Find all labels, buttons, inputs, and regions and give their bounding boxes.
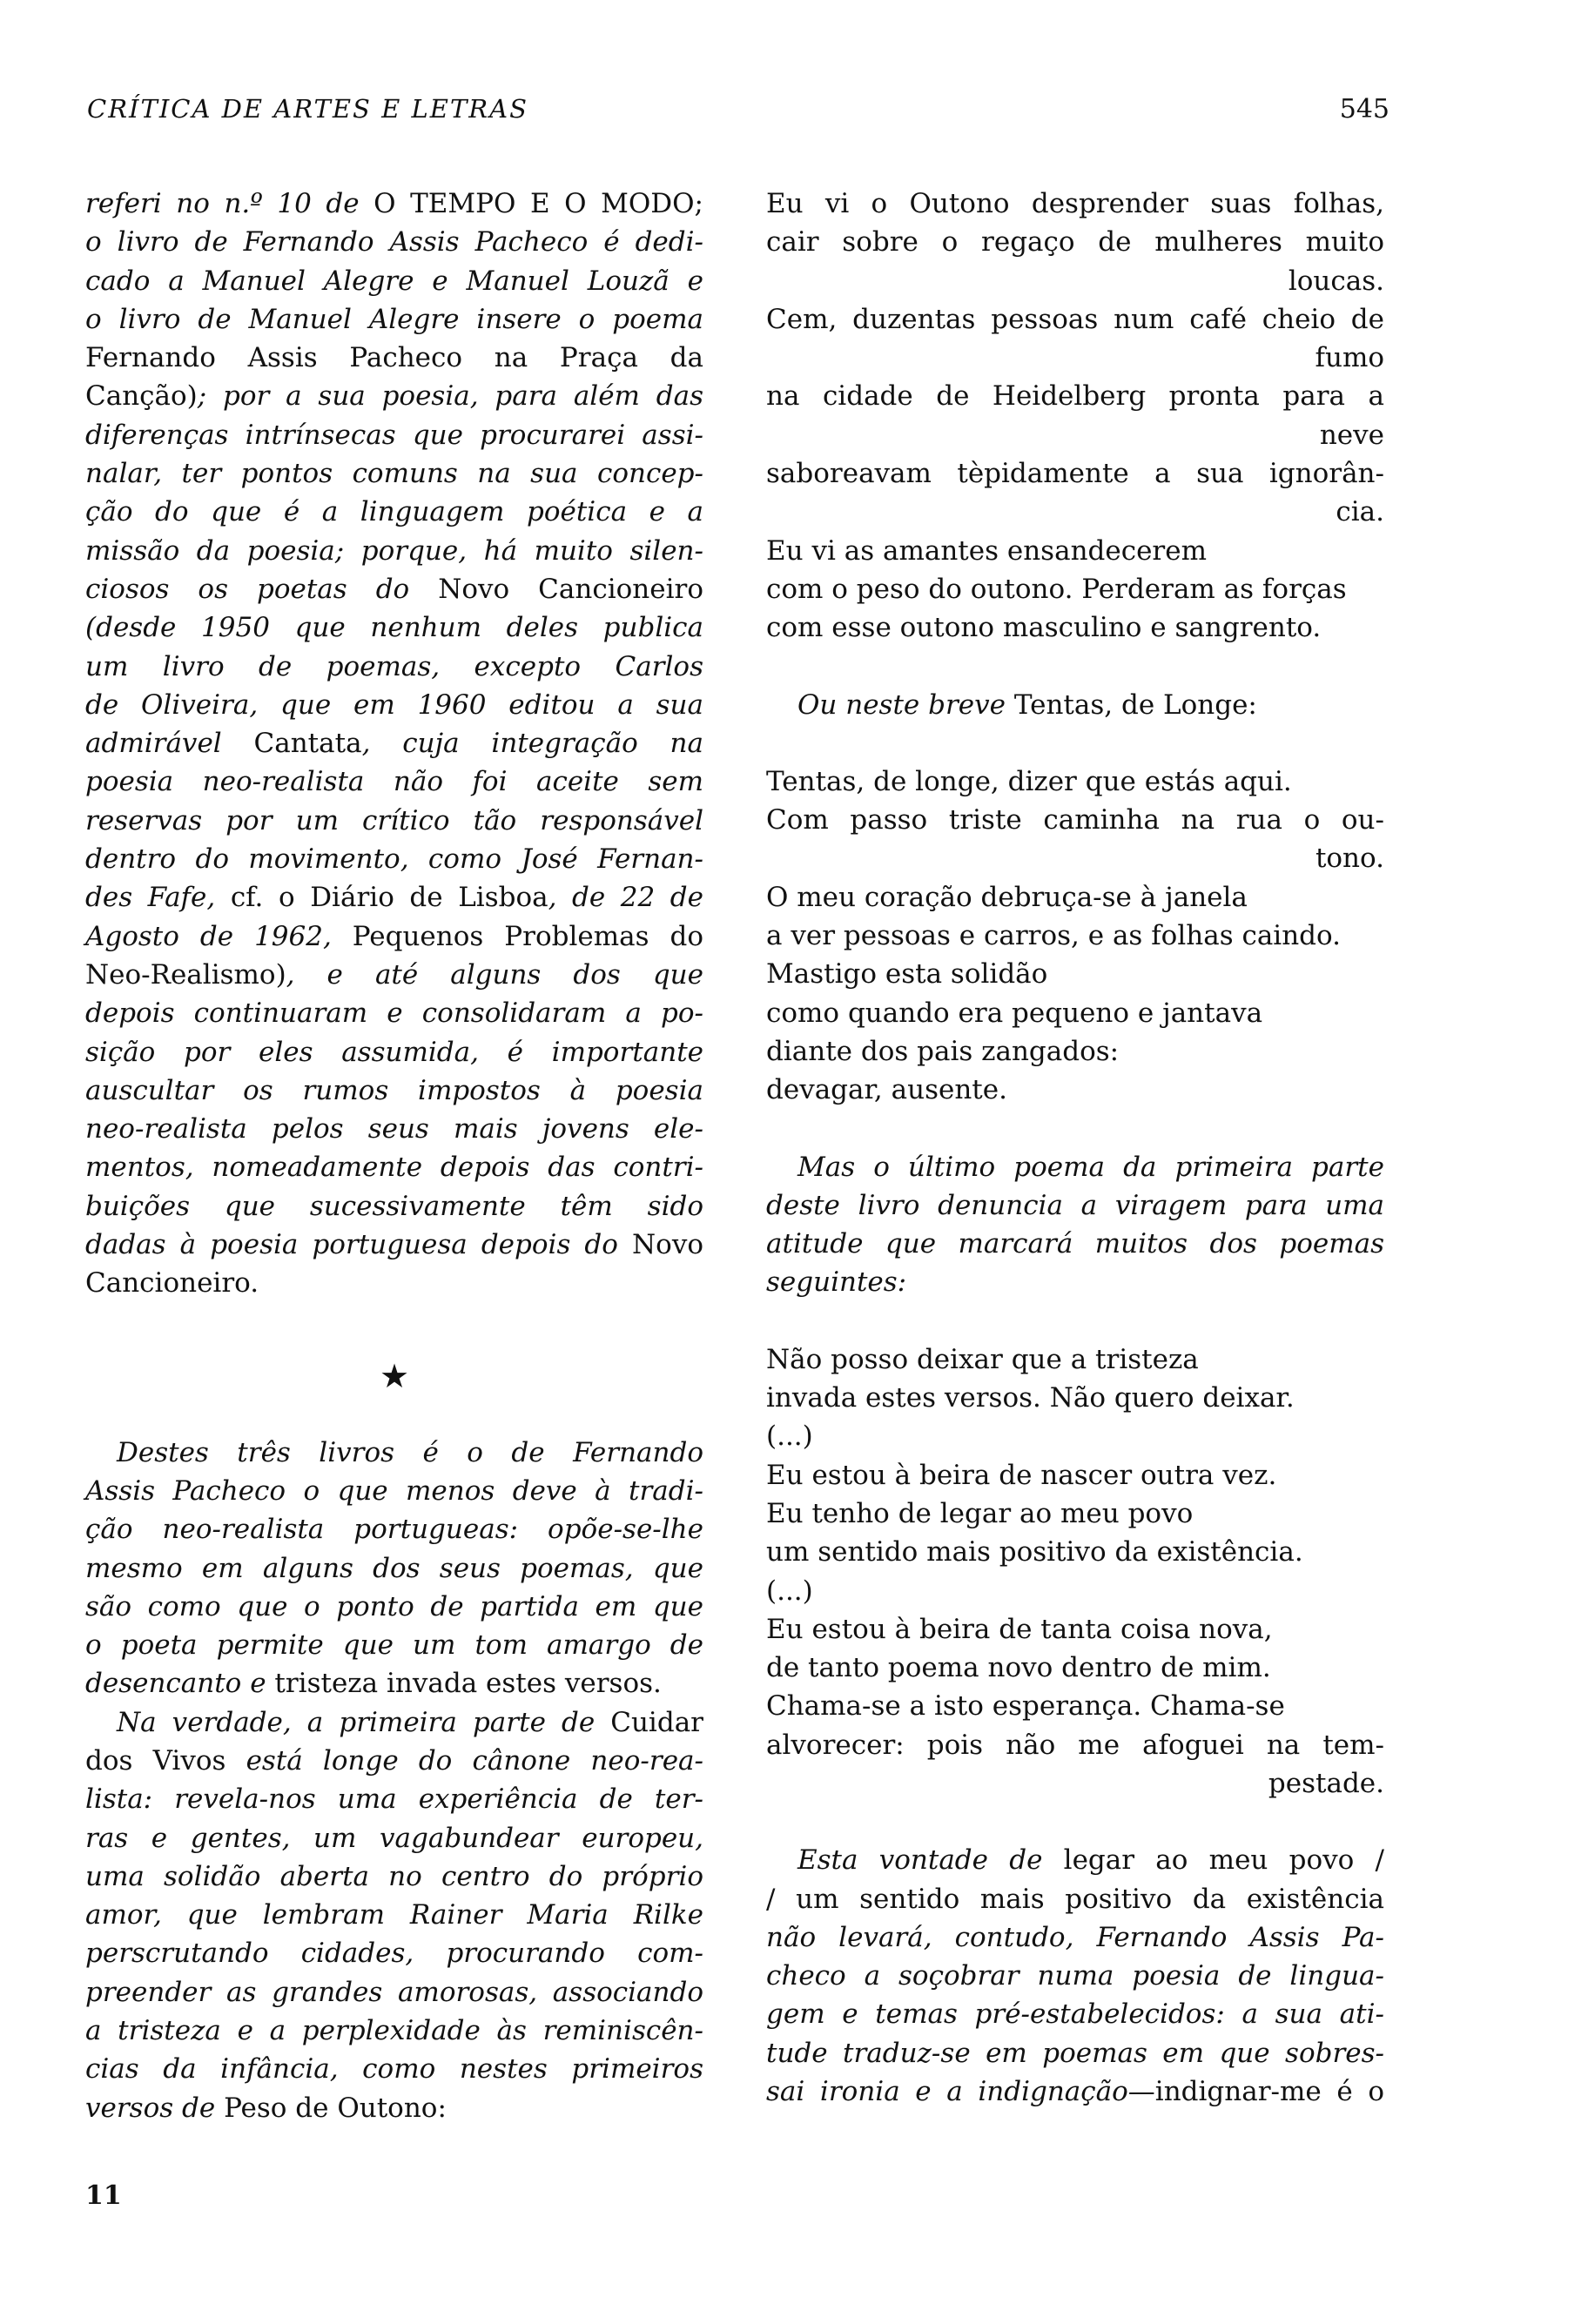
italic-text: deste livro denuncia a viragem para uma (766, 1189, 1384, 1221)
text-line (85, 570, 703, 608)
italic-text: neo-realista pelos seus mais jovens ele- (85, 1113, 703, 1145)
text-line (85, 223, 703, 261)
text-line (85, 1110, 703, 1148)
text-line (766, 185, 1384, 223)
roman-text: Não posso deixar que a tristeza (766, 1343, 1199, 1375)
roman-text: Mastigo esta solidão (766, 958, 1048, 991)
roman-text: invada estes versos. Não quero deixar. (766, 1382, 1295, 1414)
roman-text: Neo-Realismo) (85, 958, 286, 991)
italic-text: ras e gentes, um vagabundear europeu, (85, 1822, 703, 1854)
paragraph-spacer (85, 1411, 703, 1434)
roman-text: fumo (1315, 342, 1384, 374)
text-line (85, 1934, 703, 1972)
text-line (85, 608, 703, 647)
roman-text: dos Vivos (85, 1744, 246, 1777)
text-line (85, 1742, 703, 1780)
roman-text: de tanto poema novo dentro de mim. (766, 1652, 1271, 1684)
text-line (766, 1186, 1384, 1225)
text-line (766, 1494, 1384, 1533)
italic-text: atitude que marcará muitos dos poemas (766, 1228, 1384, 1260)
roman-text: um sentido mais positivo da existência. (766, 1536, 1303, 1568)
roman-text: saboreavam tèpidamente a sua ignorân- (766, 458, 1384, 490)
roman-text: Fernando Assis Pacheco na Praça da (85, 342, 703, 374)
text-line (766, 1032, 1384, 1071)
running-head: CRÍTICA DE ARTES E LETRAS (87, 94, 528, 124)
italic-text: um livro de poemas, excepto Carlos (85, 650, 703, 682)
roman-text: legar ao meu povo / (1063, 1844, 1384, 1877)
text-line (85, 1510, 703, 1548)
italic-text: buições que sucessivamente têm sido (85, 1190, 703, 1222)
italic-text: uma solidão aberta no centro do próprio (85, 1860, 703, 1892)
paragraph-spacer (766, 1110, 1384, 1148)
roman-text: neve (1319, 419, 1384, 451)
text-line (85, 377, 703, 415)
text-line (766, 801, 1384, 839)
text-line (766, 686, 1384, 724)
italic-text: (desde 1950 que nenhum deles publica (85, 612, 703, 644)
text-line (85, 1033, 703, 1071)
text-line (85, 1857, 703, 1896)
italic-text: sição por eles assumida, é importante (85, 1036, 703, 1068)
italic-text: cias da infância, como nestes primeiros (85, 2053, 703, 2086)
roman-text: Cem, duzentas pessoas num café cheio de (766, 303, 1384, 335)
italic-text: o livro de Fernando Assis Pacheco é dedi- (85, 226, 703, 259)
roman-text: ★ (379, 1356, 410, 1395)
text-line (85, 840, 703, 878)
italic-text: não levará, contudo, Fernando Assis Pa- (766, 1921, 1384, 1953)
roman-text: Chama-se a isto esperança. Chama-se (766, 1690, 1285, 1723)
paragraph-spacer (766, 724, 1384, 762)
text-line (766, 1995, 1384, 2033)
text-line (85, 493, 703, 531)
text-line (85, 1226, 703, 1264)
text-line (766, 1379, 1384, 1417)
text-line (85, 762, 703, 801)
text-line (766, 1918, 1384, 1957)
printer-signature-mark: 11 (85, 2180, 122, 2211)
roman-text: Cancioneiro. (85, 1267, 259, 1300)
roman-text: (...) (766, 1575, 813, 1607)
text-line (766, 1764, 1384, 1803)
italic-text: Destes três livros é o de Fernando (117, 1436, 703, 1468)
italic-text: nalar, ter pontos comuns na sua concep- (85, 458, 703, 490)
roman-text: cia. (1336, 496, 1384, 528)
right-column (766, 185, 1384, 2111)
roman-text: Peso de Outono: (224, 2092, 447, 2124)
italic-text: referi no n.º 10 de (85, 188, 374, 219)
text-line (85, 1264, 703, 1302)
text-line (766, 532, 1384, 570)
roman-text: diante dos pais zangados: (766, 1035, 1120, 1067)
text-line (85, 1973, 703, 2012)
roman-text: na cidade de Heidelberg pronta para a (766, 380, 1384, 413)
text-line (766, 1726, 1384, 1764)
italic-text: Na verdade, a primeira parte de (117, 1706, 611, 1738)
text-line (766, 839, 1384, 877)
roman-text: O TEMPO E O MODO; (373, 188, 703, 219)
text-line (85, 339, 703, 377)
text-line (85, 2089, 703, 2127)
text-line (766, 1148, 1384, 1186)
text-line (766, 1417, 1384, 1455)
roman-text: com esse outono masculino e sangrento. (766, 612, 1322, 644)
roman-text: O meu coração debruça-se à janela (766, 881, 1248, 913)
roman-text: —indignar-me é o (1127, 2076, 1384, 2108)
roman-text: (...) (766, 1421, 813, 1453)
text-line (766, 1687, 1384, 1725)
italic-text: está longe do cânone neo-rea- (246, 1744, 703, 1777)
italic-text: amor, que lembram Rainer Maria Rilke (85, 1899, 703, 1931)
italic-text: Agosto de 1962, (85, 920, 353, 952)
text-line (85, 532, 703, 570)
text-line (85, 956, 703, 994)
text-line (766, 1533, 1384, 1571)
italic-text: lista: revela-nos uma experiência de ter- (85, 1783, 703, 1816)
italic-text: gem e temas pré-estabelecidos: a sua ati- (766, 1998, 1384, 2031)
italic-text: mesmo em alguns dos seus poemas, que (85, 1552, 703, 1584)
section-divider-star-icon (85, 1341, 703, 1411)
roman-text: a ver pessoas e carros, e as folhas caindo. (766, 920, 1341, 952)
text-line (85, 1071, 703, 1110)
text-line (766, 994, 1384, 1032)
paragraph-spacer (85, 1303, 703, 1341)
italic-text: , de 22 de (548, 882, 703, 914)
text-line (85, 1780, 703, 1818)
roman-text: cf. o Diário de Lisboa (230, 882, 548, 914)
text-line (766, 377, 1384, 415)
roman-text: Novo Cancioneiro (438, 573, 703, 605)
text-line (766, 570, 1384, 608)
italic-text: de Oliveira, que em 1960 editou a sua (85, 688, 703, 721)
roman-text: Tentas, de longe, dizer que estás aqui. (766, 765, 1292, 797)
roman-text: Com passo triste caminha na rua o ou- (766, 804, 1384, 836)
text-line (85, 648, 703, 686)
roman-text: Eu estou à beira de nascer outra vez. (766, 1459, 1277, 1491)
text-line (766, 416, 1384, 454)
text-line (766, 608, 1384, 647)
italic-text: Mas o último poema da primeira parte (797, 1151, 1384, 1183)
italic-text: ção neo-realista portugueas: opõe-se-lhe (85, 1514, 703, 1546)
italic-text: depois continuaram e consolidaram a po- (85, 997, 703, 1030)
text-line (766, 300, 1384, 339)
text-line (85, 262, 703, 300)
text-line (766, 1071, 1384, 1109)
italic-text: reservas por um crítico tão responsável (85, 804, 703, 836)
text-line (766, 223, 1384, 261)
italic-text: , cuja integração na (361, 728, 703, 760)
roman-text: Cuidar (610, 1706, 703, 1738)
text-line (766, 1572, 1384, 1610)
roman-text: tono. (1315, 843, 1384, 875)
roman-text: Pequenos Problemas do (352, 920, 703, 952)
italic-text: missão da poesia; porque, há muito silen- (85, 534, 703, 567)
roman-text: Cantata (253, 728, 362, 760)
text-line (85, 802, 703, 840)
italic-text: des Fafe, (85, 882, 231, 914)
italic-text: o poeta permite que um tom amargo de (85, 1629, 703, 1662)
italic-text: ção do que é a linguagem poética e a (85, 496, 703, 528)
paragraph-spacer (766, 1302, 1384, 1340)
roman-text: loucas. (1288, 265, 1384, 297)
italic-text: desencanto e (85, 1668, 275, 1700)
roman-text: como quando era pequeno e jantava (766, 997, 1263, 1029)
italic-text: sai ironia e a indignação (766, 2076, 1128, 2108)
text-line (766, 1340, 1384, 1379)
italic-text: Assis Pacheco o que menos deve à tradi- (85, 1474, 703, 1507)
italic-text: a tristeza e a perplexidade às reminiscên- (85, 2015, 703, 2047)
text-line (85, 2050, 703, 2088)
text-line (766, 917, 1384, 955)
italic-text: Ou neste breve (797, 688, 1014, 721)
text-line (85, 454, 703, 493)
italic-text: versos de (85, 2092, 225, 2124)
roman-text: com o peso do outono. Perderam as forças (766, 573, 1347, 605)
italic-text: preender as grandes amorosas, associando (85, 1976, 703, 2008)
paragraph-spacer (766, 648, 1384, 686)
text-line (766, 1225, 1384, 1263)
text-line (85, 300, 703, 339)
page-number: 545 (1339, 94, 1390, 124)
text-line (766, 1610, 1384, 1649)
text-line (766, 1880, 1384, 1918)
text-line (85, 1187, 703, 1226)
paragraph-spacer (766, 1803, 1384, 1841)
text-line (766, 339, 1384, 377)
text-line (766, 262, 1384, 300)
text-line (85, 1434, 703, 1472)
italic-text: poesia neo-realista não foi aceite sem (85, 766, 703, 798)
text-line (766, 1957, 1384, 1995)
italic-text: dadas à poesia portuguesa depois do (85, 1229, 633, 1261)
italic-text: são como que o ponto de partida em que (85, 1590, 703, 1622)
text-line (85, 1819, 703, 1857)
roman-text: Eu vi o Outono desprender suas folhas, (766, 188, 1384, 219)
italic-text: auscultar os rumos impostos à poesia (85, 1074, 703, 1106)
left-column (85, 185, 703, 2127)
text-line (85, 1896, 703, 1934)
roman-text: pestade. (1268, 1767, 1384, 1799)
roman-text: Canção) (85, 380, 198, 413)
text-line (85, 917, 703, 956)
text-line (85, 1549, 703, 1588)
text-line (766, 493, 1384, 531)
text-line (85, 2012, 703, 2050)
roman-text: Eu tenho de legar ao meu povo (766, 1497, 1194, 1529)
italic-text: o livro de Manuel Alegre insere o poema (85, 303, 703, 335)
text-line (85, 1588, 703, 1626)
text-line (85, 1148, 703, 1186)
text-line (85, 994, 703, 1032)
text-line (766, 454, 1384, 493)
italic-text: dentro do movimento, como José Fernan- (85, 843, 703, 876)
italic-text: admirável (85, 728, 254, 760)
text-line (766, 878, 1384, 917)
text-line (85, 416, 703, 454)
text-line (85, 1703, 703, 1742)
italic-text: Esta vontade de (797, 1844, 1064, 1877)
roman-text: Novo (632, 1229, 703, 1261)
text-line (85, 878, 703, 917)
italic-text: , e até alguns dos que (286, 958, 703, 991)
roman-text: devagar, ausente. (766, 1074, 1007, 1106)
roman-text: cair sobre o regaço de mulheres muito (766, 226, 1384, 259)
text-line (85, 724, 703, 762)
italic-text: perscrutando cidades, procurando com- (85, 1938, 703, 1970)
roman-text: tristeza invada estes versos. (274, 1668, 662, 1700)
roman-text: alvorecer: pois não me afoguei na tem- (766, 1729, 1384, 1761)
italic-text: checo a soçobrar numa poesia de lingua- (766, 1960, 1384, 1992)
roman-text: Eu estou à beira de tanta coisa nova, (766, 1613, 1273, 1645)
text-line (85, 1472, 703, 1510)
text-line (766, 1263, 1384, 1301)
text-line (85, 1664, 703, 1703)
roman-text: Eu vi as amantes ensandecerem (766, 534, 1207, 567)
text-line (766, 762, 1384, 801)
italic-text: tude traduz-se em poemas em que sobres- (766, 2037, 1384, 2069)
text-line (766, 2072, 1384, 2111)
text-line (766, 1841, 1384, 1879)
text-line (85, 686, 703, 724)
text-line (85, 1626, 703, 1664)
italic-text: seguintes: (766, 1266, 907, 1299)
italic-text: diferenças intrínsecas que procurarei assi- (85, 419, 703, 451)
text-line (766, 955, 1384, 993)
text-line (85, 185, 703, 223)
roman-text: Tentas, de Longe: (1013, 688, 1257, 721)
italic-text: ; por a sua poesia, para além das (197, 380, 703, 413)
italic-text: mentos, nomeadamente depois das contri- (85, 1152, 703, 1184)
text-line (766, 2034, 1384, 2072)
text-line (766, 1456, 1384, 1494)
text-line (766, 1649, 1384, 1687)
italic-text: ciosos os poetas do (85, 573, 439, 605)
italic-text: cado a Manuel Alegre e Manuel Louzã e (85, 265, 703, 297)
roman-text: / um sentido mais positivo da existência (766, 1883, 1384, 1915)
